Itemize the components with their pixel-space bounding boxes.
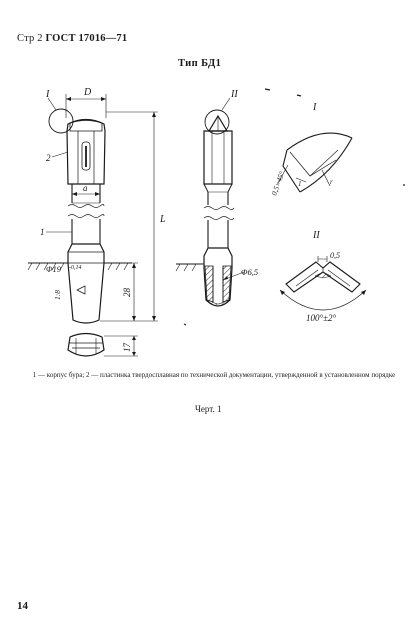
- left-bit-view: [28, 94, 158, 356]
- dim-taper: 1:8: [53, 290, 62, 300]
- dim-tip-angle: 100°±2°: [306, 313, 337, 323]
- figure-title: Тип БД1: [178, 58, 222, 69]
- detail-one-view: [278, 133, 352, 192]
- detail-two-view: [280, 256, 366, 310]
- detail-ii-heading: II: [313, 230, 320, 241]
- callout-insert-part: 2: [46, 153, 51, 163]
- center-bit-section: [176, 98, 244, 306]
- header-standard-code: ГОСТ 17016—71: [45, 33, 128, 44]
- footer-page-number: 14: [17, 600, 28, 612]
- callout-detail-i-left: I: [46, 89, 50, 100]
- dim-collar-tolerance: -0,14: [69, 265, 82, 271]
- detail-i-heading: I: [313, 102, 317, 113]
- drawing-label: Черт. 1: [195, 404, 222, 414]
- dim-overall-length: L: [160, 214, 166, 225]
- dim-flat-width: a: [83, 183, 88, 193]
- scan-marks: [184, 89, 404, 325]
- callout-body-part: 1: [40, 227, 45, 237]
- dim-end-height: 17: [122, 343, 132, 352]
- detail-radius-mark: r: [330, 178, 333, 186]
- dim-edge-width: 0,5: [330, 251, 340, 260]
- dim-bore-diameter: Φ6,5: [241, 267, 259, 277]
- dim-chamfer-small: 1: [298, 180, 302, 188]
- figure-caption: 1 — корпус бура; 2 — пластинка твердосплавная по технической документации, утвержденной в установленном порядке: [32, 371, 396, 379]
- dim-taper-length: 28: [122, 288, 132, 297]
- header-page-prefix: Стр: [17, 33, 35, 44]
- callout-detail-ii-left: II: [231, 89, 238, 100]
- header-page-number: 2: [37, 33, 43, 44]
- dim-top-width: D: [84, 87, 92, 98]
- dim-chamfer: 0,5×45°: [269, 170, 287, 197]
- dim-collar-diameter: Φ19: [46, 264, 61, 274]
